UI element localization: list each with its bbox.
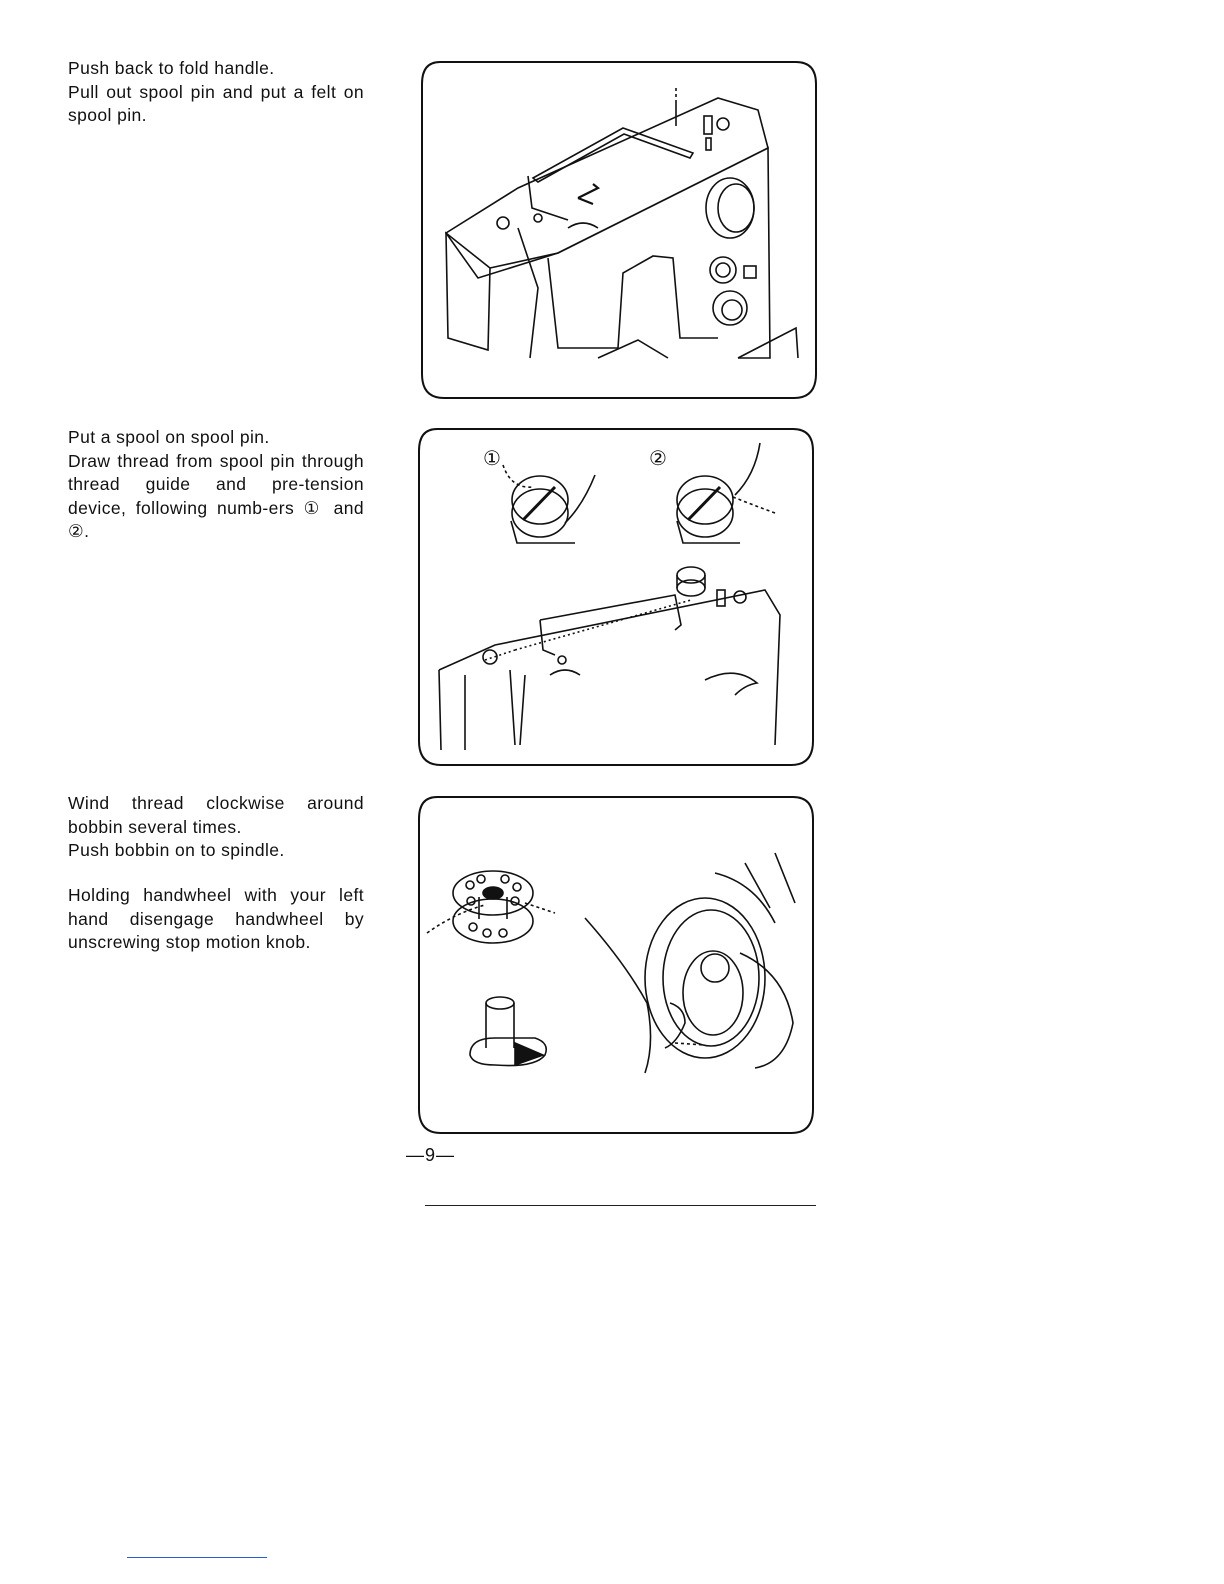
step-label-1: ①	[483, 446, 501, 470]
figure-frame	[419, 797, 813, 1133]
instruction-thread-spool	[68, 426, 364, 544]
figure-fold-handle	[418, 58, 820, 402]
text-paragraph: Put a spool on spool pin.	[68, 427, 270, 447]
instruction-wind-bobbin	[68, 792, 364, 863]
bottom-link-rule	[127, 1557, 267, 1558]
figure-thread-spool	[415, 425, 817, 769]
instruction-disengage-handwheel	[68, 884, 364, 955]
footer-rule	[425, 1205, 816, 1206]
text-paragraph: Wind thread clockwise around bobbin several times.	[68, 793, 364, 837]
bobbin-drawing	[427, 871, 555, 943]
handwheel-hands-drawing	[585, 853, 795, 1073]
sewing-machine-top-drawing	[439, 567, 780, 750]
figure-bobbin-handwheel	[415, 793, 817, 1137]
page-number: —9—	[406, 1145, 456, 1165]
bobbin-spindle-drawing	[470, 997, 546, 1066]
text-paragraph: Holding handwheel with your left hand disengage handwheel by unscrewing stop motion knob.	[68, 885, 364, 953]
text-paragraph: Pull out spool pin and put a felt on spool pin.	[68, 81, 364, 126]
step-label-2: ②	[649, 446, 667, 470]
instruction-fold-handle	[68, 57, 364, 128]
sewing-machine-drawing	[446, 88, 798, 358]
pretension-device-drawing	[503, 443, 775, 543]
text-paragraph: Push bobbin on to spindle.	[68, 840, 285, 861]
figure-frame	[419, 429, 813, 765]
text-paragraph: Push back to fold handle.	[68, 58, 275, 78]
text-paragraph: Draw thread from spool pin through thread guide and pre-tension device, following numb-ers ① and ②.	[68, 450, 364, 542]
